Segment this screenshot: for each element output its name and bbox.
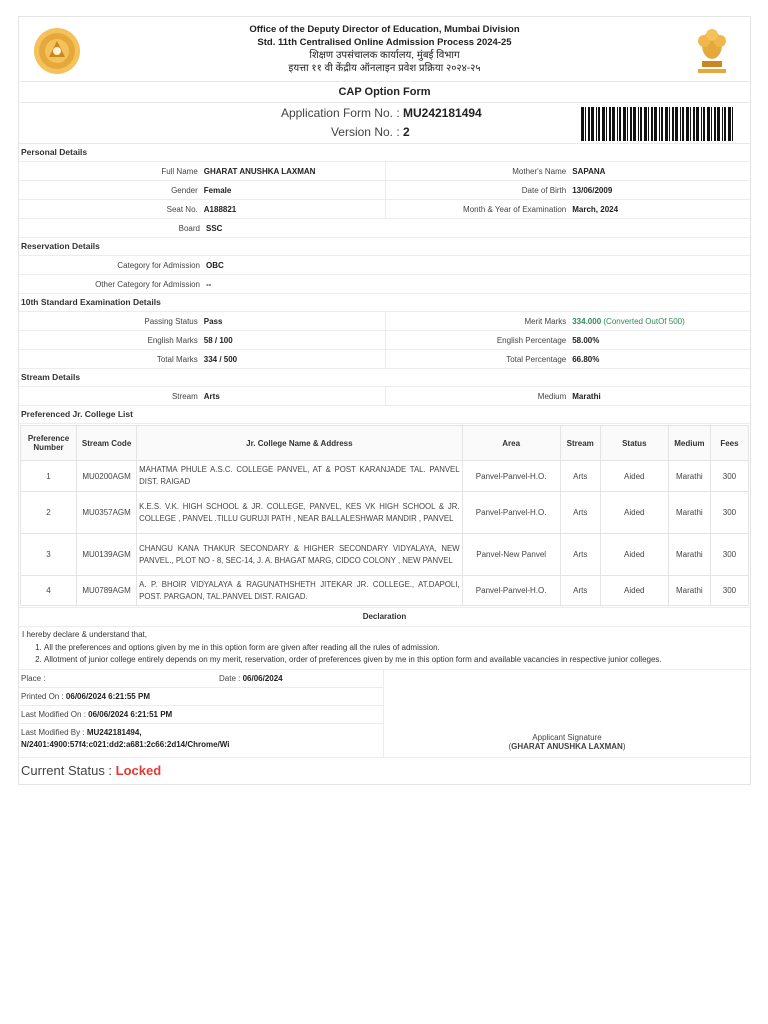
cell-area: Panvel-Panvel-H.O. <box>462 461 560 492</box>
barcode-bar <box>701 107 702 141</box>
barcode-bar <box>680 107 681 141</box>
stream-label: Stream <box>171 391 198 401</box>
total-percentage-label: Total Percentage <box>506 354 567 364</box>
barcode-bar <box>602 107 605 141</box>
barcode-bar <box>598 107 600 141</box>
stream-value: Arts <box>202 387 386 405</box>
english-marks-value: 58 / 100 <box>202 331 386 349</box>
barcode-bar <box>672 107 674 141</box>
barcode-bar <box>644 107 647 141</box>
merit-marks-value: 334.000 <box>572 316 602 326</box>
col-header-area: Area <box>462 426 560 461</box>
modified-by-client: N/2401:4900:57f4:c021:dd2:a681:2c66:2d14/Chrome/Wi <box>21 739 230 749</box>
barcode-bar <box>717 107 720 141</box>
full-name-label: Full Name <box>161 166 198 176</box>
cell-preference: 4 <box>21 576 77 606</box>
place-date-row <box>19 670 383 688</box>
exam-row-3 <box>19 350 750 369</box>
cell-area: Panvel-Panvel-H.O. <box>462 576 560 606</box>
exam-row-2 <box>19 331 750 350</box>
cell-stream-code: MU0200AGM <box>77 461 137 492</box>
form-title: CAP Option Form <box>19 82 750 103</box>
date-label: Date : <box>219 673 241 683</box>
cell-medium: Marathi <box>668 576 710 606</box>
barcode-bar <box>648 107 649 141</box>
cell-fees: 300 <box>710 492 748 534</box>
application-number: MU242181494 <box>403 106 482 120</box>
cell-stream: Arts <box>560 576 600 606</box>
maharashtra-seal-icon <box>33 27 81 75</box>
other-category-value: -- <box>206 279 212 289</box>
cell-medium: Marathi <box>668 534 710 576</box>
barcode-bar <box>711 107 712 141</box>
place-label: Place : <box>21 673 46 683</box>
barcode-bar <box>654 107 657 141</box>
current-status <box>19 758 750 784</box>
form-footer <box>19 670 750 758</box>
modified-by-label: Last Modified By : <box>21 727 85 737</box>
barcode-bar <box>585 107 586 141</box>
stream-details-heading: Stream Details <box>19 369 750 387</box>
barcode-bar <box>659 107 660 141</box>
barcode-bar <box>591 107 594 141</box>
total-percentage-value: 66.80% <box>572 354 600 364</box>
signature-label: Applicant Signature <box>532 732 602 742</box>
merit-marks-cell <box>570 312 750 330</box>
total-marks-label: Total Marks <box>156 354 198 364</box>
college-list-heading: Preferenced Jr. College List <box>19 406 750 424</box>
barcode-bar <box>633 107 636 141</box>
barcode-bar <box>581 107 584 141</box>
exam-details-heading: 10th Standard Examination Details <box>19 294 750 312</box>
national-emblem-icon <box>688 23 736 77</box>
printed-row <box>19 688 383 706</box>
cell-college: CHANGU KANA THAKUR SECONDARY & HIGHER SECONDARY VIDYALAYA, NEW PANVEL., PLOT NO - 8, SEC-14, J. A. BHAGAT MARG, CIDCO COLONY , NEW PANVEL <box>137 534 462 576</box>
office-title-marathi: शिक्षण उपसंचालक कार्यालय, मुंबई विभाग <box>309 50 460 61</box>
printed-label: Printed On : <box>21 691 64 701</box>
gender-value: Female <box>202 181 386 199</box>
reservation-row-2 <box>19 275 750 294</box>
barcode-bar <box>612 107 615 141</box>
cell-status: Aided <box>600 534 668 576</box>
barcode-bar <box>732 107 733 141</box>
college-preference-table <box>20 425 749 606</box>
passing-status-value: Pass <box>202 312 386 330</box>
cell-college: K.E.S. V.K. HIGH SCHOOL & JR. COLLEGE, PANVEL, KES VK HIGH SCHOOL & JR. COLLEGE , PANVEL .TILLU GURUJI PATH , NEAR BALLALESHWAR MANDIR , PANVEL <box>137 492 462 534</box>
declaration-intro: I hereby declare & understand that, <box>22 630 147 639</box>
exam-month-value: March, 2024 <box>572 204 619 214</box>
barcode-bar <box>686 107 689 141</box>
total-marks-value: 334 / 500 <box>202 350 386 368</box>
board-value: SSC <box>206 223 223 233</box>
cell-status: Aided <box>600 461 668 492</box>
printed-value: 06/06/2024 6:21:55 PM <box>65 691 150 701</box>
barcode-bar <box>693 107 695 141</box>
medium-value: Marathi <box>572 391 601 401</box>
table-row <box>21 534 749 576</box>
english-percentage-value: 58.00% <box>572 335 600 345</box>
barcode-bar <box>724 107 726 141</box>
barcode-bar <box>675 107 678 141</box>
application-info <box>19 103 750 144</box>
barcode-bar <box>638 107 639 141</box>
barcode-bar <box>651 107 653 141</box>
table-header-row <box>21 426 749 461</box>
barcode-bar <box>722 107 723 141</box>
cell-status: Aided <box>600 576 668 606</box>
cell-fees: 300 <box>710 576 748 606</box>
barcode-bar <box>617 107 618 141</box>
passing-status-label: Passing Status <box>144 316 198 326</box>
barcode-bar <box>630 107 632 141</box>
cell-stream: Arts <box>560 534 600 576</box>
english-marks-label: English Marks <box>147 335 198 345</box>
modified-row <box>19 706 383 724</box>
merit-marks-label: Merit Marks <box>524 316 567 326</box>
category-value: OBC <box>206 260 224 270</box>
exam-month-label: Month & Year of Examination <box>463 204 567 214</box>
cell-fees: 300 <box>710 534 748 576</box>
seat-label: Seat No. <box>166 204 198 214</box>
version-number: 2 <box>403 125 410 139</box>
modified-by-value: MU242181494, <box>86 727 142 737</box>
process-title: Std. 11th Centralised Online Admission Process 2024-25 <box>257 37 512 48</box>
personal-row-3 <box>19 200 750 219</box>
status-label: Current Status : <box>21 762 113 778</box>
barcode-bar <box>696 107 699 141</box>
cell-preference: 2 <box>21 492 77 534</box>
cell-area: Panvel-New Panvel <box>462 534 560 576</box>
application-number-row <box>19 106 489 120</box>
signature-name: GHARAT ANUSHKA LAXMAN <box>511 741 623 751</box>
reservation-details-heading: Reservation Details <box>19 238 750 256</box>
col-header-preference: Preference Number <box>21 426 77 461</box>
cell-preference: 1 <box>21 461 77 492</box>
cell-stream: Arts <box>560 461 600 492</box>
personal-row-2 <box>19 181 750 200</box>
barcode-bar <box>627 107 628 141</box>
declaration-list <box>22 642 747 667</box>
barcode-bar <box>669 107 670 141</box>
barcode <box>581 107 737 141</box>
col-header-medium: Medium <box>668 426 710 461</box>
declaration-point-2: 2. Allotment of junior college entirely depends on my merit, reservation, order of preferences given by me in this option form and available vacancies in respective junior colleges. <box>44 654 747 667</box>
exam-row-1 <box>19 312 750 331</box>
col-header-status: Status <box>600 426 668 461</box>
form-header <box>19 17 750 82</box>
stream-row <box>19 387 750 406</box>
barcode-bar <box>714 107 716 141</box>
seat-value: A188821 <box>202 200 386 218</box>
office-title: Office of the Deputy Director of Education, Mumbai Division <box>249 24 520 35</box>
cap-option-form <box>18 16 751 785</box>
col-header-stream-code: Stream Code <box>77 426 137 461</box>
mother-name-value: SAPANA <box>572 166 606 176</box>
cell-stream-code: MU0789AGM <box>77 576 137 606</box>
cell-preference: 3 <box>21 534 77 576</box>
col-header-fees: Fees <box>710 426 748 461</box>
declaration-point-1: 1. All the preferences and options given by me in this option form are given after reading all the rules of admission. <box>44 642 747 655</box>
personal-row-1 <box>19 162 750 181</box>
cell-area: Panvel-Panvel-H.O. <box>462 492 560 534</box>
personal-details-heading: Personal Details <box>19 144 750 162</box>
cell-college: A. P. BHOIR VIDYALAYA & RAGUNATHSHETH JITEKAR JR. COLLEGE., AT.DAPOLI, POST. PARGAON, TAL.PANVEL DIST. RAIGAD. <box>137 576 462 606</box>
cell-fees: 300 <box>710 461 748 492</box>
declaration-heading: Declaration <box>19 607 750 627</box>
barcode-bar <box>661 107 663 141</box>
barcode-bar <box>619 107 621 141</box>
reservation-row-1 <box>19 256 750 275</box>
barcode-bar <box>707 107 710 141</box>
date-value: 06/06/2024 <box>242 673 283 683</box>
gender-label: Gender <box>171 185 198 195</box>
merit-marks-note: (Converted OutOf 500) <box>603 316 685 326</box>
barcode-bar <box>588 107 590 141</box>
cell-stream-code: MU0139AGM <box>77 534 137 576</box>
barcode-bar <box>703 107 705 141</box>
signature-block <box>384 670 750 757</box>
modified-label: Last Modified On : <box>21 709 86 719</box>
table-row <box>21 492 749 534</box>
modified-value: 06/06/2024 6:21:51 PM <box>88 709 173 719</box>
col-header-college: Jr. College Name & Address <box>137 426 462 461</box>
category-label: Category for Admission <box>117 260 200 270</box>
personal-row-4 <box>19 219 750 238</box>
cell-status: Aided <box>600 492 668 534</box>
status-value: Locked <box>115 762 162 778</box>
barcode-bar <box>623 107 626 141</box>
cell-stream-code: MU0357AGM <box>77 492 137 534</box>
cell-college: MAHATMA PHULE A.S.C. COLLEGE PANVEL, AT & POST KARANJADE TAL. PANVEL DIST. RAIGAD <box>137 461 462 492</box>
version-row <box>19 125 489 139</box>
application-number-label: Application Form No. : <box>280 106 400 120</box>
modified-by-row <box>19 724 383 757</box>
barcode-bar <box>690 107 691 141</box>
board-label: Board <box>178 223 200 233</box>
medium-label: Medium <box>537 391 567 401</box>
table-row <box>21 461 749 492</box>
process-title-marathi: इयत्ता ११ वी केंद्रीय ऑनलाइन प्रवेश प्रक्रिया २०२४-२५ <box>288 63 481 74</box>
barcode-bar <box>609 107 611 141</box>
barcode-bar <box>682 107 684 141</box>
signature-name-line: (GHARAT ANUSHKA LAXMAN) <box>508 741 626 751</box>
dob-label: Date of Birth <box>521 185 567 195</box>
footer-details <box>19 670 384 757</box>
declaration-text <box>19 627 750 670</box>
cell-medium: Marathi <box>668 492 710 534</box>
other-category-label: Other Category for Admission <box>95 279 200 289</box>
cell-stream: Arts <box>560 492 600 534</box>
barcode-bar <box>728 107 731 141</box>
full-name-value: GHARAT ANUSHKA LAXMAN <box>202 162 386 180</box>
col-header-stream: Stream <box>560 426 600 461</box>
barcode-bar <box>640 107 642 141</box>
version-label: Version No. : <box>330 125 400 139</box>
english-percentage-label: English Percentage <box>496 335 567 345</box>
dob-value: 13/06/2009 <box>572 185 613 195</box>
barcode-bar <box>596 107 597 141</box>
barcode-bar <box>606 107 607 141</box>
mother-name-label: Mother's Name <box>512 166 567 176</box>
cell-medium: Marathi <box>668 461 710 492</box>
table-row <box>21 576 749 606</box>
barcode-bar <box>665 107 668 141</box>
